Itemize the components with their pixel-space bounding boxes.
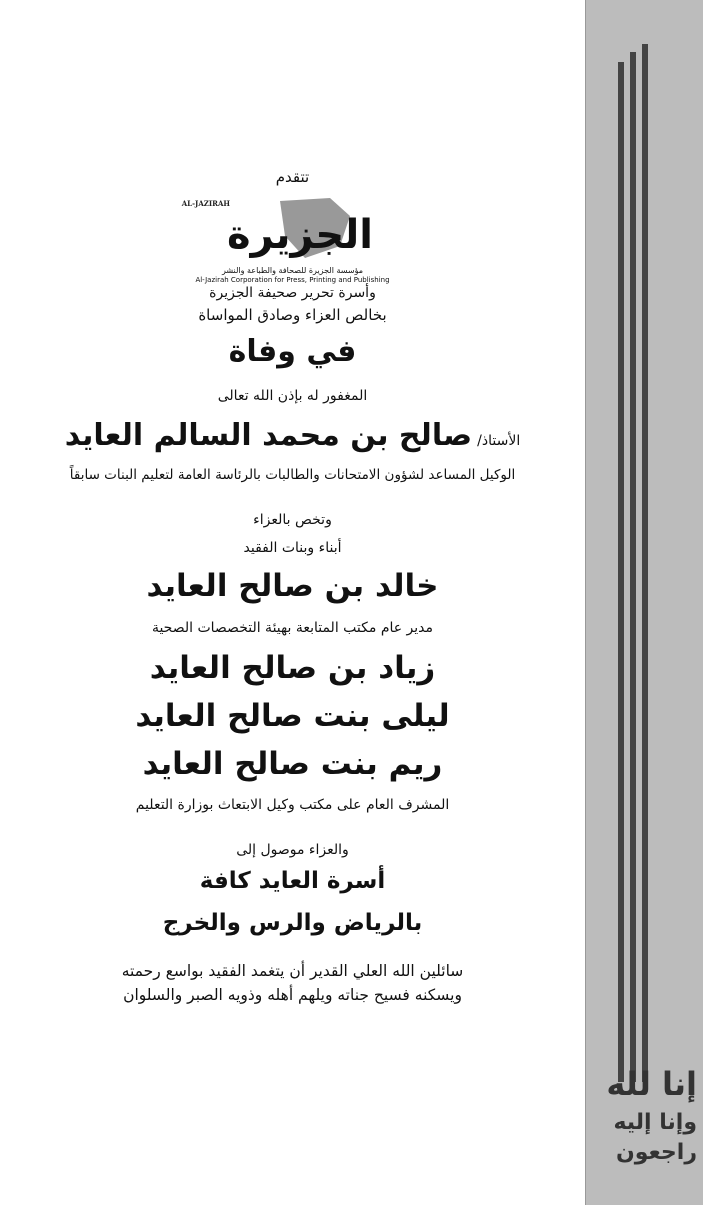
child-name: ريم بنت صالح العايد xyxy=(142,746,443,782)
verse-line: وإنا إليه xyxy=(613,1110,697,1135)
decorative-bar xyxy=(618,62,624,1082)
condolence-text: بخالص العزاء وصادق المواساة xyxy=(198,306,387,324)
prayer-line: سائلين الله العلي القدير أن يتغمد الفقيد بواسع رحمته xyxy=(121,962,464,980)
deceased-name: صالح بن محمد السالم العايد xyxy=(64,418,473,453)
title-prefix: الأستاذ/ xyxy=(477,433,521,449)
child-role: المشرف العام على مكتب وكيل الابتعاث بوزارة التعليم xyxy=(135,797,450,813)
al-jazirah-logo xyxy=(181,196,390,266)
logo-arabic: الجزيرة xyxy=(227,212,373,258)
deceased-line xyxy=(0,418,585,453)
decorative-bar xyxy=(642,44,648,1082)
child-name: خالد بن صالح العايد xyxy=(146,568,439,604)
staff-text: وأسرة تحرير صحيفة الجزيرة xyxy=(209,285,376,301)
prayer-line: ويسكنه فسيح جناته ويلهم أهله وذويه الصبر والسلوان xyxy=(123,986,462,1004)
special-text: وتخص بالعزاء xyxy=(253,512,332,528)
extended-text: والعزاء موصول إلى xyxy=(236,842,349,858)
intro-text: تتقدم xyxy=(275,168,310,186)
logo-latin: AL-JAZIRAH xyxy=(181,199,230,208)
side-panel xyxy=(585,0,703,1205)
verse-line: راجعون xyxy=(615,1140,697,1165)
child-name: ليلى بنت صالح العايد xyxy=(135,698,450,734)
late-text: المغفور له بإذن الله تعالى xyxy=(217,388,368,404)
places: بالرياض والرس والخرج xyxy=(162,910,423,936)
decorative-bar xyxy=(630,52,636,1082)
children-label: أبناء وبنات الفقيد xyxy=(243,540,342,556)
headline: في وفاة xyxy=(228,334,357,369)
deceased-position: الوكيل المساعد لشؤون الامتحانات والطالبات بالرئاسة العامة لتعليم البنات سابقاً xyxy=(69,467,516,483)
verse-line: إنا لله xyxy=(606,1065,697,1103)
child-role: مدير عام مكتب المتابعة بهيئة التخصصات الصحية xyxy=(151,620,434,636)
corp-arabic: مؤسسة الجزيرة للصحافة والطباعة والنشر xyxy=(221,266,363,275)
child-name: زياد بن صالح العايد xyxy=(149,650,436,686)
corp-english: Al-Jazirah Corporation for Press, Printing and Publishing xyxy=(195,276,390,284)
family-name: أسرة العايد كافة xyxy=(199,868,386,894)
